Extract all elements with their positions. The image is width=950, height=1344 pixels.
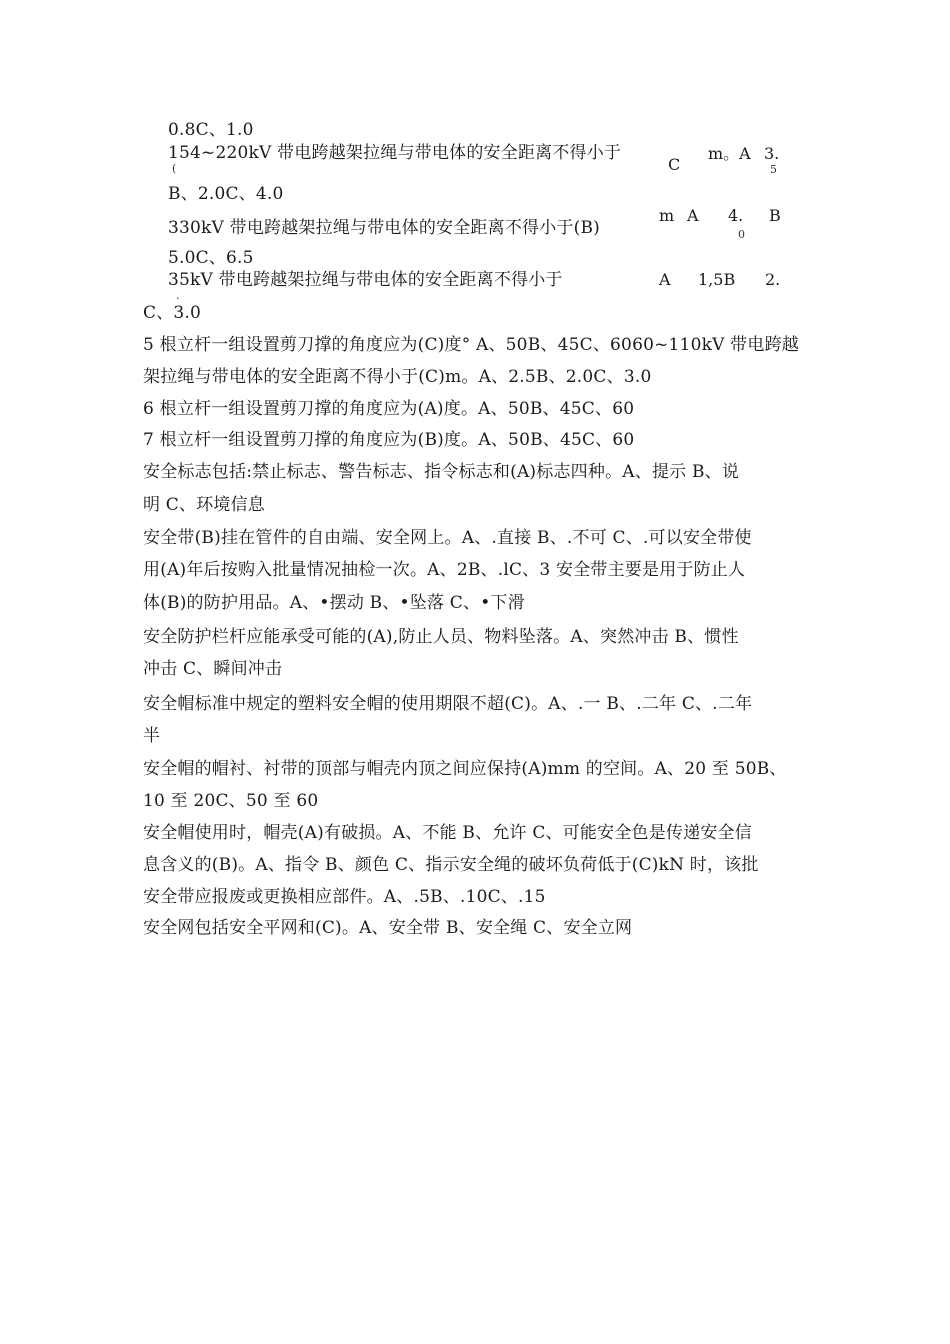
- text-fragment: 4.: [728, 206, 744, 225]
- text-line: 7 根立杆一组设置剪刀撑的角度应为(B)度。A、50B、45C、60: [143, 430, 635, 450]
- text-line: 0.8C、1.0: [168, 120, 254, 140]
- text-line: 冲击 C、瞬间冲击: [143, 659, 283, 679]
- text-fragment: 1,5B: [698, 270, 736, 289]
- text-fragment: m: [659, 206, 675, 225]
- text-line: 安全帽标准中规定的塑料安全帽的使用期限不超(C)。A、.一 B、.二年 C、.二年: [143, 694, 753, 714]
- text-mark: .: [176, 289, 180, 302]
- text-line: 154~220kV 带电跨越架拉绳与带电体的安全距离不得小于: [168, 143, 622, 163]
- text-line: 息含义的(B)。A、指令 B、颜色 C、指示安全绳的破坏负荷低于(C)kN 时，该批: [143, 855, 759, 875]
- text-line: 安全带(B)挂在管件的自由端、安全网上。A、.直接 B、.不可 C、.可以安全带使: [143, 528, 752, 548]
- text-line: 架拉绳与带电体的安全距离不得小于(C)m。A、2.5B、2.0C、3.0: [143, 367, 652, 387]
- text-line: 安全网包括安全平网和(C)。A、安全带 B、安全绳 C、安全立网: [143, 918, 633, 938]
- text-line: 安全帽的帽衬、衬带的顶部与帽壳内顶之间应保持(A)mm 的空间。A、20 至 50B、: [143, 759, 787, 779]
- text-fragment: C: [668, 155, 681, 174]
- text-line: 35kV 带电跨越架拉绳与带电体的安全距离不得小于: [168, 270, 563, 290]
- text-fragment: m。A: [708, 144, 751, 163]
- text-line: 体(B)的防护用品。A、•摆动 B、•坠落 C、•下滑: [143, 593, 525, 613]
- text-line: 5.0C、6.5: [168, 248, 254, 268]
- text-line: 安全标志包括:禁止标志、警告标志、指令标志和(A)标志四种。A、提示 B、说: [143, 462, 740, 482]
- text-fragment: A: [687, 206, 699, 225]
- text-line: 明 C、环境信息: [143, 495, 266, 515]
- text-line: 安全带应报废或更换相应部件。A、.5B、.10C、.15: [143, 887, 546, 907]
- text-line: 10 至 20C、50 至 60: [143, 791, 319, 811]
- text-mark: 5: [770, 163, 777, 176]
- text-fragment: 3.: [764, 144, 780, 163]
- text-line: 5 根立杆一组设置剪刀撑的角度应为(C)度° A、50B、45C、6060~110kV 带电跨越: [143, 335, 799, 355]
- text-line: 安全帽使用时，帽壳(A)有破损。A、不能 B、允许 C、可能安全色是传递安全信: [143, 823, 752, 843]
- text-line: 6 根立杆一组设置剪刀撑的角度应为(A)度。A、50B、45C、60: [143, 399, 635, 419]
- text-line: 半: [143, 726, 161, 746]
- text-line: B、2.0C、4.0: [168, 184, 284, 204]
- text-mark: (: [172, 162, 177, 175]
- text-fragment: 2.: [765, 270, 781, 289]
- text-fragment: B: [769, 206, 781, 225]
- text-fragment: A: [659, 270, 671, 289]
- text-line: 330kV 带电跨越架拉绳与带电体的安全距离不得小于(B): [168, 218, 600, 238]
- text-line: 安全防护栏杆应能承受可能的(A),防止人员、物料坠落。A、突然冲击 B、惯性: [143, 627, 739, 647]
- text-line: 用(A)年后按购入批量情况抽检一次。A、2B、.lC、3 安全带主要是用于防止人: [143, 560, 746, 580]
- text-mark: 0: [738, 228, 745, 241]
- text-line: C、3.0: [143, 303, 202, 323]
